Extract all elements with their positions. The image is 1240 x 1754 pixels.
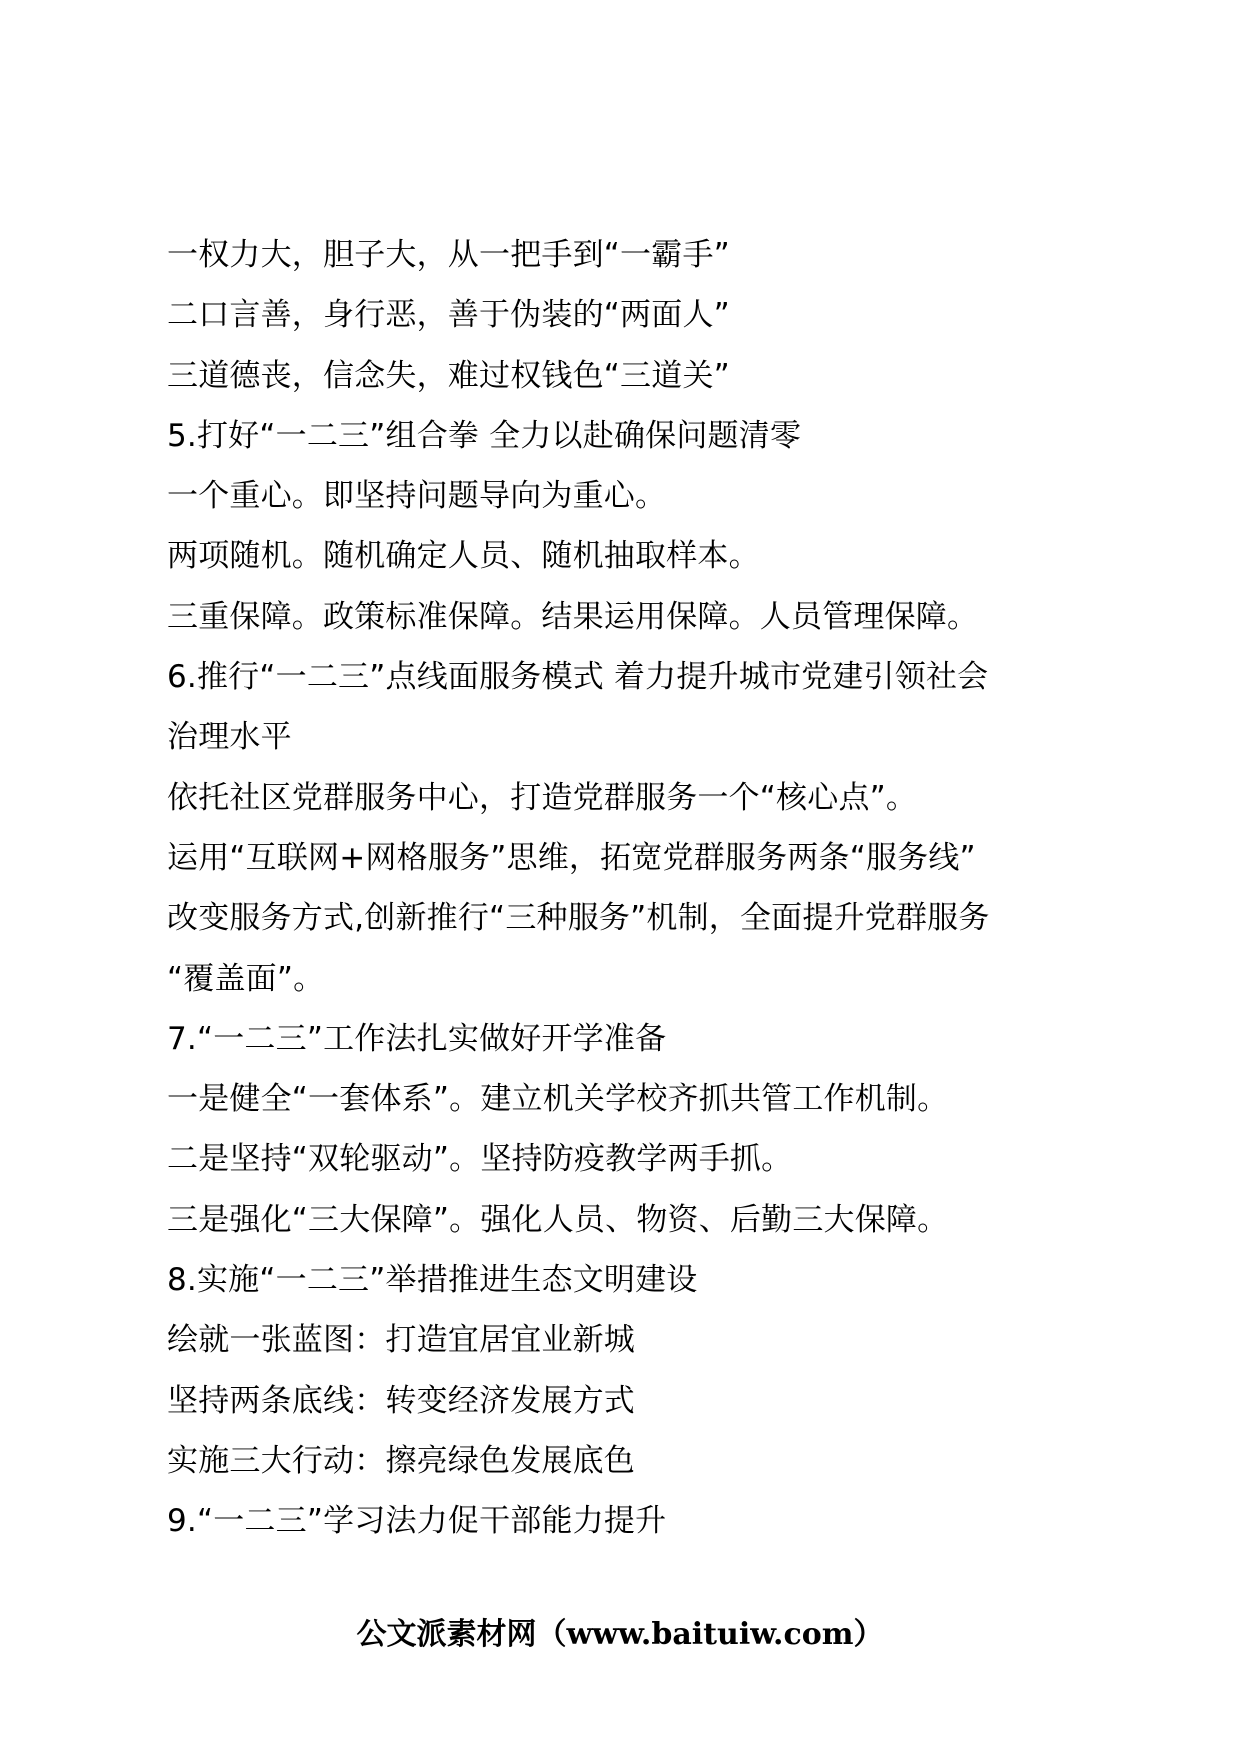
- text-line: 三道德丧，信念失，难过权钱色“三道关”: [167, 357, 730, 394]
- text-line: 依托社区党群服务中心，打造党群服务一个“核心点”。: [167, 779, 918, 816]
- text-line: 二口言善，身行恶，善于伪装的“两面人”: [167, 297, 730, 334]
- text-line: 三是强化“三大保障”。强化人员、物资、后勤三大保障。: [167, 1201, 949, 1238]
- text-line: 绘就一张蓝图：打造宜居宜业新城: [167, 1322, 635, 1359]
- text-line: “覆盖面”。: [167, 960, 325, 997]
- text-line: 一是健全“一套体系”。建立机关学校齐抓共管工作机制。: [167, 1081, 949, 1118]
- text-line: 二是坚持“双轮驱动”。坚持防疫教学两手抓。: [167, 1141, 793, 1178]
- text-line: 改变服务方式,创新推行“三种服务”机制，全面提升党群服务: [167, 900, 990, 937]
- document-body: [167, 225, 1102, 1552]
- section-heading: 9.“一二三”学习法力促干部能力提升: [167, 1503, 667, 1540]
- section-heading: 5.打好“一二三”组合拳 全力以赴确保问题清零: [167, 417, 802, 454]
- section-heading: 8.实施“一二三”举措推进生态文明建设: [167, 1262, 698, 1299]
- section-heading: 6.推行“一二三”点线面服务模式 着力提升城市党建引领社会: [167, 659, 989, 696]
- text-line: 运用“互联网+网格服务”思维，拓宽党群服务两条“服务线”: [167, 839, 976, 876]
- page-footer: 公文派素材网（www.baituiw.com）: [356, 1617, 884, 1652]
- section-heading-continued: 治理水平: [167, 719, 292, 756]
- text-line: 实施三大行动：擦亮绿色发展底色: [167, 1442, 635, 1479]
- text-line: 两项随机。随机确定人员、随机抽取样本。: [167, 538, 760, 575]
- text-line: 一个重心。即坚持问题导向为重心。: [167, 478, 667, 515]
- text-line: 一权力大，胆子大，从一把手到“一霸手”: [167, 237, 730, 273]
- text-line: 三重保障。政策标准保障。结果运用保障。人员管理保障。: [167, 598, 979, 635]
- text-line: 坚持两条底线：转变经济发展方式: [167, 1382, 635, 1419]
- section-heading: 7.“一二三”工作法扎实做好开学准备: [167, 1020, 667, 1057]
